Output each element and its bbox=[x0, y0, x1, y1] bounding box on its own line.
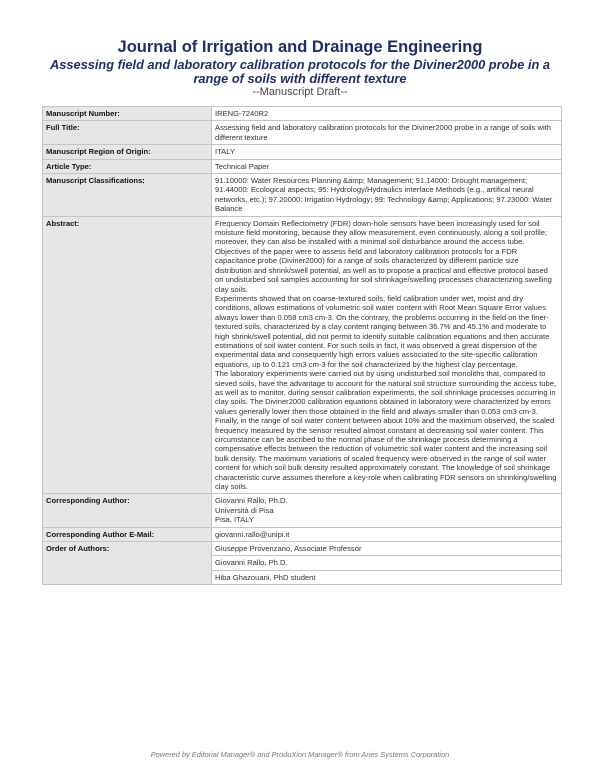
row-article-type bbox=[43, 159, 562, 173]
full-title-value: Assessing field and laboratory calibration protocols for the Diviner2000 probe in a range of soils with different texture bbox=[212, 121, 562, 145]
full-title-label: Full Title: bbox=[43, 121, 212, 145]
journal-title: Journal of Irrigation and Drainage Engineering bbox=[117, 38, 483, 56]
row-corresponding-email bbox=[43, 527, 562, 541]
row-corresponding-author bbox=[43, 494, 562, 527]
corresponding-author-value bbox=[212, 494, 562, 527]
abstract-paragraph: Objectives of the paper were to assess field and laboratory calibration protocols for a FDR capacitance probe (Diviner2000) for a range of soils characterized by different particle size distribution and shrink/swell potential, as well as to propose a practical and effective protocol based on undisturbed soil samples accounting for soil shrinkage/swelling processes characterizing swelling clay soils. bbox=[215, 246, 552, 294]
row-order-of-authors bbox=[43, 542, 562, 556]
classifications-value: 91.10000: Water Resources Planning &amp; Management; 91.14000: Drought management; 91.44000: Ecological aspects; 95: Hydrology/Hydraulics interface Methods (e.g., artifical neural networks, etc.); 97.20000: Irrigation Hydrology; 99: Technology &amp; Applications; 97.23000: Water Balance bbox=[212, 174, 562, 217]
row-manuscript-number bbox=[43, 107, 562, 121]
author-location: Pisa, ITALY bbox=[215, 515, 254, 525]
abstract-value bbox=[212, 216, 562, 494]
classifications-label: Manuscript Classifications: bbox=[43, 174, 212, 217]
manuscript-number-value: IRENG-7240R2 bbox=[212, 107, 562, 121]
row-abstract bbox=[43, 216, 562, 494]
author-entry: Giovanni Rallo, Ph.D. bbox=[212, 556, 562, 570]
region-value: ITALY bbox=[212, 145, 562, 159]
abstract-label: Abstract: bbox=[43, 216, 212, 494]
corresponding-author-label: Corresponding Author: bbox=[43, 494, 212, 527]
author-institution: Università di Pisa bbox=[215, 505, 274, 515]
abstract-paragraph: Experiments showed that on coarse-textured soils, field calibration under wet, moist and dry conditions, allows estimations of volumetric soil water content with Root Mean Square Error values always lower than 0.058 cm3 cm-3. On the contrary, the problems occurring in the field on the finer-textured soils, characterized by a clay content ranging between 36.7% and 45.1% and moderate to high shrink/swell potential, did not permit to identify suitable calibration equations and then accurate estimations of soil water content. For such soils in fact, it was observed a great dispersion of the experimental data and consequently high errors values associated to the site-specific calibration equations, up to 0.121 cm3 cm-3 for the soil characterized by the highest clay percentage. bbox=[215, 293, 550, 369]
manuscript-details-table bbox=[42, 106, 562, 585]
order-of-authors-label: Order of Authors: bbox=[43, 542, 212, 585]
manuscript-number-label: Manuscript Number: bbox=[43, 107, 212, 121]
row-region bbox=[43, 145, 562, 159]
corresponding-email-value[interactable]: giovanni.rallo@unipi.it bbox=[212, 527, 562, 541]
abstract-paragraph: Frequency Domain Reflectometry (FDR) down-hole sensors have been increasingly used for soil moisture field monitoring, because they allow measurement, even continuously, along a soil profile; moreover, they can also be installed with a minimal soil disturbance around the access tube. bbox=[215, 218, 548, 247]
author-name: Giovanni Rallo, Ph.D. bbox=[215, 496, 288, 506]
article-type-value: Technical Paper bbox=[212, 159, 562, 173]
author-entry: Hiba Ghazouani, PhD student bbox=[212, 570, 562, 584]
document-header bbox=[0, 0, 600, 98]
powered-by-footer: Powered by Editorial Manager® and ProduXion Manager® from Aries Systems Corporation bbox=[150, 750, 450, 759]
abstract-paragraph: Finally, in the range of soil water content between about 10% and the maximum observed, the scaled frequency measured by the sensor resulted almost constant at decreasing soil water content. This circumstance can be ascribed to the normal phase of the shrinkage process determining a compensative effects between the reduction of volumetric soil water content and the increasing soil bulk density. The maximum variations of scaled frequency were observed in the range of soil water content for which soil bulk density resulted approximately constant. The knowledge of soil shrinkage characteristic curve assumes therefore a key-role when calibrating FDR sensors on shrinking/swelling clay soils. bbox=[215, 416, 557, 492]
region-label: Manuscript Region of Origin: bbox=[43, 145, 212, 159]
author-entry: Giuseppe Provenzano, Associate Professor bbox=[212, 542, 562, 556]
row-classifications bbox=[43, 174, 562, 217]
article-type-label: Article Type: bbox=[43, 159, 212, 173]
row-full-title bbox=[43, 121, 562, 145]
corresponding-email-label: Corresponding Author E-Mail: bbox=[43, 527, 212, 541]
manuscript-title: Assessing field and laboratory calibration protocols for the Diviner2000 probe in a range of soils with different texture bbox=[50, 57, 550, 86]
abstract-paragraph: The laboratory experiments were carried out by using undisturbed soil monoliths that, compared to sieved soils, have the advantage to account for the natural soil structure surrounding the access tube, as well as to monitor, during sensor calibration experiments, the soil shrinkage processes occurring in clay soils. The Diviner2000 calibration equations obtained in laboratory were characterized by errors values generally lower then those obtained in the field and always smaller than 0.053 cm3 cm-3. bbox=[215, 369, 557, 416]
draft-label: --Manuscript Draft-- bbox=[252, 86, 348, 98]
